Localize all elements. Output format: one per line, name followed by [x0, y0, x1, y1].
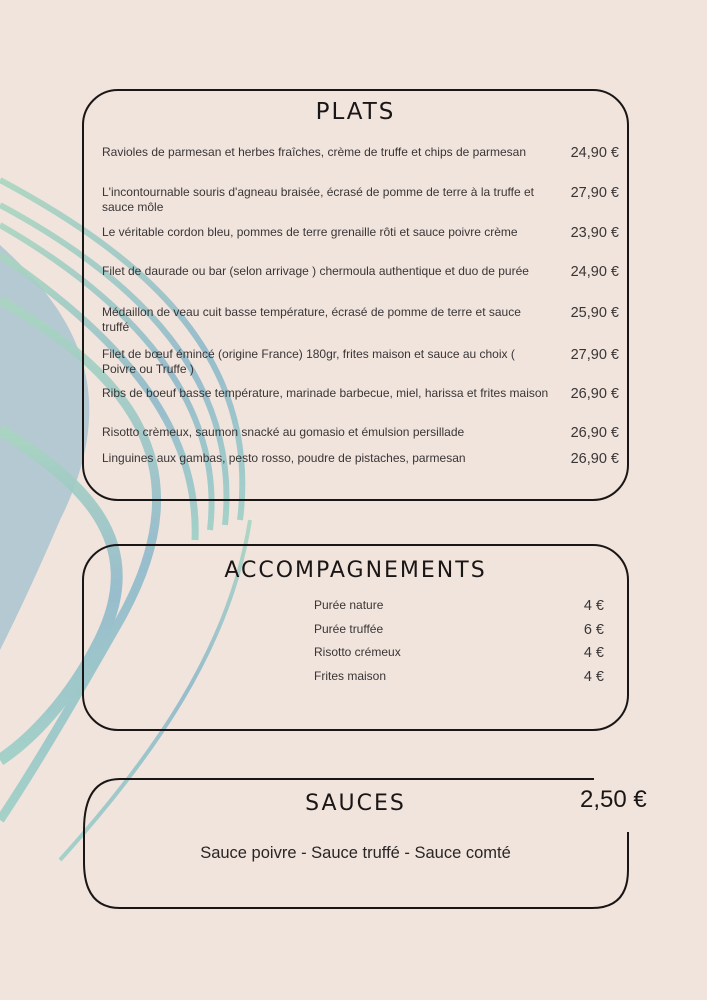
menu-item-name: Linguines aux gambas, pesto rosso, poudre de pistaches, parmesan [102, 451, 466, 465]
side-item-price: 4 € [583, 645, 604, 661]
menu-item-price: 27,90 € [570, 347, 619, 363]
menu-item-name: Filet de daurade ou bar (selon arrivage ) chermoula authentique et duo de purée [102, 264, 529, 278]
menu-item-price: 27,90 € [570, 185, 619, 201]
menu-item-price: 24,90 € [570, 145, 619, 161]
side-item-price: 6 € [583, 622, 604, 638]
menu-item-name: Filet de bœuf émincé (origine France) 180gr, frites maison et sauce au choix ( Poivre ou Truffe ) [102, 347, 515, 376]
plats-title: PLATS [315, 99, 396, 125]
menu-item-name: Ravioles de parmesan et herbes fraîches, crème de truffe et chips de parmesan [102, 145, 527, 159]
side-item-name: Risotto crémeux [314, 645, 401, 659]
menu-item-price: 26,90 € [570, 425, 619, 441]
side-item-name: Purée truffée [314, 622, 384, 636]
menu-item-name: Risotto crèmeux, saumon snacké au gomasio et émulsion persillade [102, 425, 465, 439]
accompagnements-title: ACCOMPAGNEMENTS [224, 558, 487, 583]
sauces-list: Sauce poivre - Sauce truffé - Sauce comté [200, 844, 511, 862]
sauces-price: 2,50 € [580, 786, 647, 813]
sauces-title: SAUCES [305, 791, 406, 816]
sauces-section [82, 779, 629, 909]
menu-item-price: 25,90 € [570, 305, 619, 321]
menu-item-price: 26,90 € [570, 386, 619, 402]
menu-item-name: Ribs de boeuf basse température, marinade barbecue, miel, harissa et frites maison [102, 386, 549, 400]
menu-item-name: Le véritable cordon bleu, pommes de terre grenaille rôti et sauce poivre crème [102, 225, 518, 239]
menu-item-name: Médaillon de veau cuit basse température, écrasé de pomme de terre et sauce truffé [102, 305, 521, 334]
menu-item-price: 26,90 € [570, 451, 619, 467]
menu-item-name: L'incontournable souris d'agneau braisée, écrasé de pomme de terre à la truffe et sauce môle [102, 185, 534, 214]
side-item-name: Purée nature [314, 598, 384, 612]
side-item-price: 4 € [583, 669, 604, 685]
menu-item-price: 23,90 € [570, 225, 619, 241]
side-item-price: 4 € [583, 598, 604, 614]
menu-item-price: 24,90 € [570, 264, 619, 280]
side-item-name: Frites maison [314, 669, 387, 683]
